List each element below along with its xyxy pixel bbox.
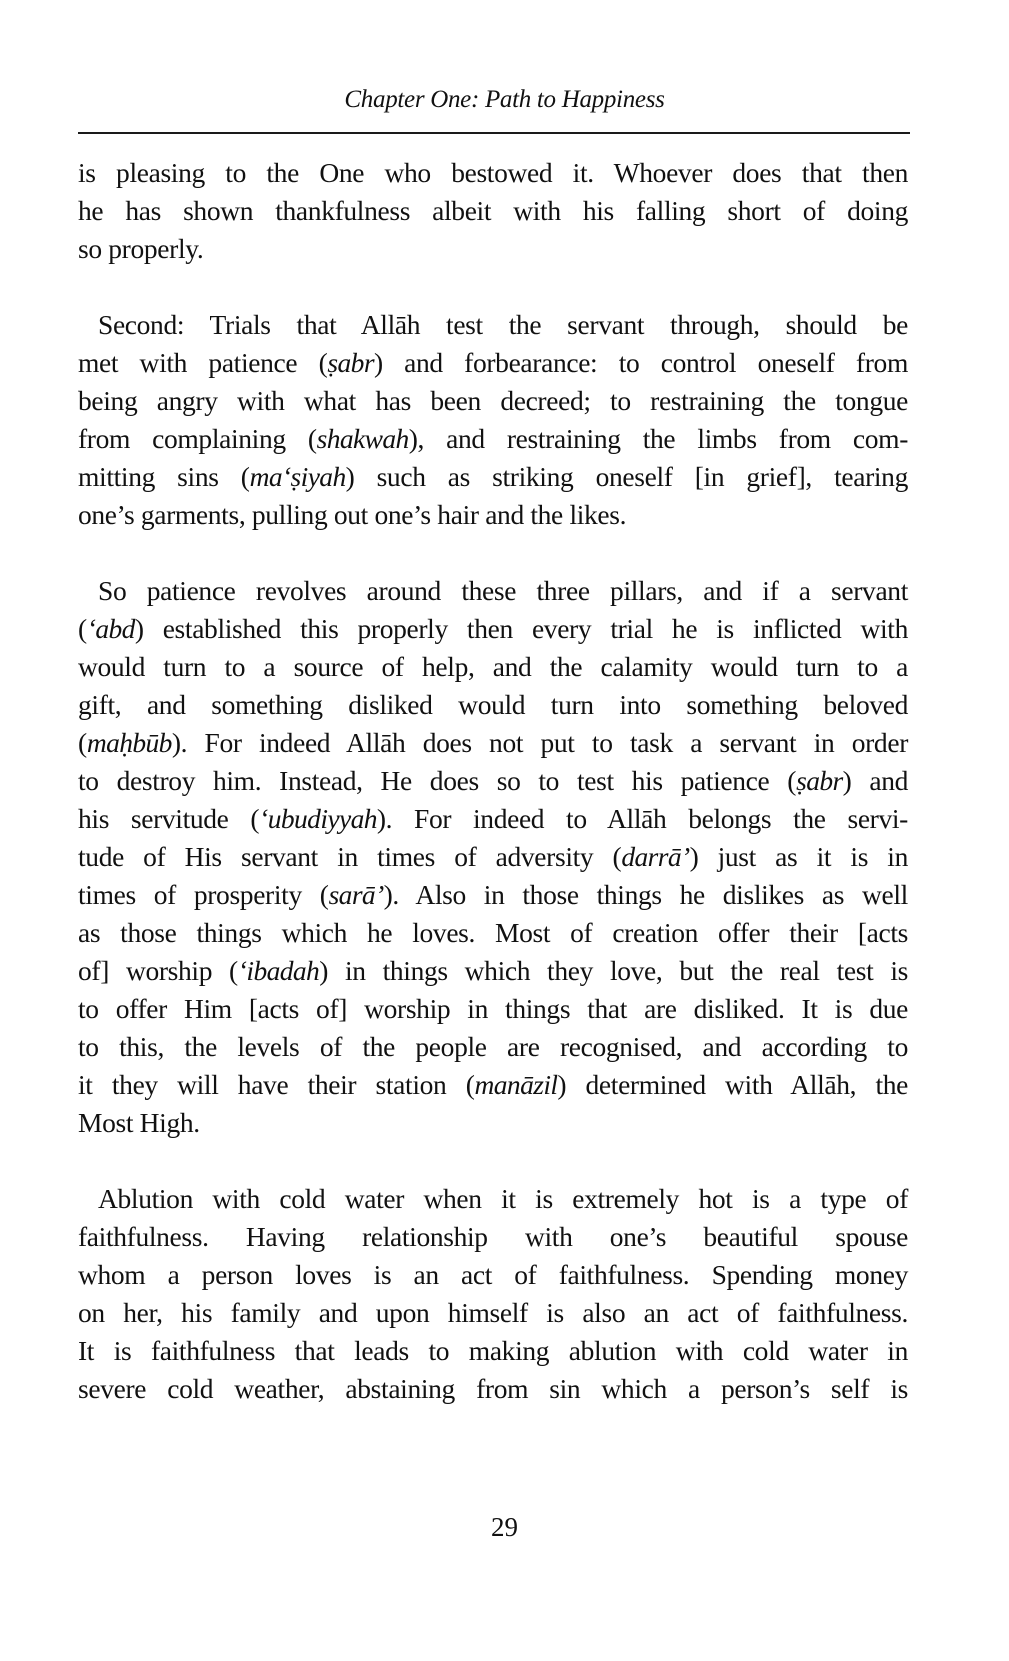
text-line [78,154,908,192]
transliteration-term: ṣabr [796,765,843,796]
transliteration-term: ‘abd [86,613,135,644]
text-line [78,496,908,534]
text-segment: one’s garments, pulling out one’s hair and the likes. [78,499,627,530]
text-segment: to destroy him. Instead, He does so to test his patience ( [78,765,797,796]
transliteration-term: shakwah [316,423,409,454]
text-line [78,952,908,990]
text-segment: ) just as it is in [689,841,909,872]
text-line [78,990,908,1028]
text-line [78,192,908,230]
text-segment: he has shown thankfulness albeit with his falling short of doing [78,195,908,226]
text-segment: ). For indeed Allāh does not put to task a servant in order [171,727,908,758]
page-number: 29 [491,1512,518,1542]
text-segment: Most High. [78,1107,200,1138]
text-line [78,382,908,420]
header-rule-divider [78,132,910,134]
text-line [78,648,908,686]
text-line [78,876,908,914]
text-line [78,420,908,458]
text-segment: So patience revolves around these three pillars, and if a servant [98,575,908,606]
text-segment: from complaining ( [78,423,317,454]
text-line [78,344,908,382]
text-segment: ( [78,613,87,644]
text-line [78,686,908,724]
text-segment: it they will have their station ( [78,1069,475,1100]
text-segment: of] worship ( [78,955,238,986]
text-segment: his servitude ( [78,803,260,834]
transliteration-term: darrā’ [621,841,690,872]
text-segment: faithfulness. Having relationship with one’s beautiful spouse [78,1221,908,1252]
text-segment: ) established this properly then every trial he is inflicted with [134,613,908,644]
transliteration-term: ‘ubudiyyah [259,803,377,834]
text-segment: is pleasing to the One who bestowed it. Whoever does that then [78,157,908,188]
text-segment: ) and forbearance: to control oneself from [373,347,908,378]
text-segment: to offer Him [acts of] worship in things that are disliked. It is due [78,993,908,1024]
text-segment: ) determined with Allāh, the [557,1069,908,1100]
transliteration-term: ṣabr [327,347,374,378]
transliteration-term: manāzil [474,1069,558,1100]
text-segment: so properly. [78,233,204,264]
text-line [78,572,908,610]
text-line [78,610,908,648]
text-line [78,1332,908,1370]
text-segment: would turn to a source of help, and the calamity would turn to a [78,651,908,682]
text-line [78,1028,908,1066]
text-line [78,306,908,344]
text-line [78,1104,908,1142]
text-line [78,1180,908,1218]
text-line [78,762,908,800]
text-line [78,458,908,496]
text-segment: Ablution with cold water when it is extremely hot is a type of [98,1183,908,1214]
text-line [78,724,908,762]
text-segment: ) and [842,765,908,796]
text-segment: ) such as striking oneself [in grief], tearing [345,461,908,492]
text-segment: Second: Trials that Allāh test the servant through, should be [98,309,908,340]
text-segment: severe cold weather, abstaining from sin which a person’s self is [78,1373,908,1404]
text-line [78,914,908,952]
text-segment: gift, and something disliked would turn into something beloved [78,689,908,720]
text-segment: met with patience ( [78,347,328,378]
text-line [78,1066,908,1104]
transliteration-term: ma‘ṣiyah [249,461,346,492]
text-segment: times of prosperity ( [78,879,329,910]
text-segment: whom a person loves is an act of faithfulness. Spending money [78,1259,908,1290]
text-segment: ). For indeed to Allāh belongs the servi- [376,803,908,834]
text-segment: tude of His servant in times of adversity ( [78,841,622,872]
text-segment: being angry with what has been decreed; to restraining the tongue [78,385,908,416]
running-header-title: Chapter One: Path to Happiness [344,86,665,113]
text-line [78,838,908,876]
text-segment: ), and restraining the limbs from com- [408,423,909,454]
text-segment: on her, his family and upon himself is also an act of faithfulness. [78,1297,908,1328]
text-line [78,230,908,268]
transliteration-term: maḥbūb [86,727,172,758]
text-segment: to this, the levels of the people are recognised, and according to [78,1031,908,1062]
transliteration-term: ‘ibadah [237,955,320,986]
text-line [78,1294,908,1332]
text-segment: ( [78,727,87,758]
transliteration-term: sarā’ [328,879,384,910]
text-segment: It is faithfulness that leads to making ablution with cold water in [78,1335,908,1366]
text-segment: ). Also in those things he dislikes as well [383,879,908,910]
text-line [78,1256,908,1294]
text-segment: as those things which he loves. Most of creation offer their [acts [78,917,908,948]
text-segment: ) in things which they love, but the real test is [319,955,908,986]
text-line [78,1218,908,1256]
text-line [78,800,908,838]
text-segment: mitting sins ( [78,461,250,492]
text-line [78,1370,908,1408]
